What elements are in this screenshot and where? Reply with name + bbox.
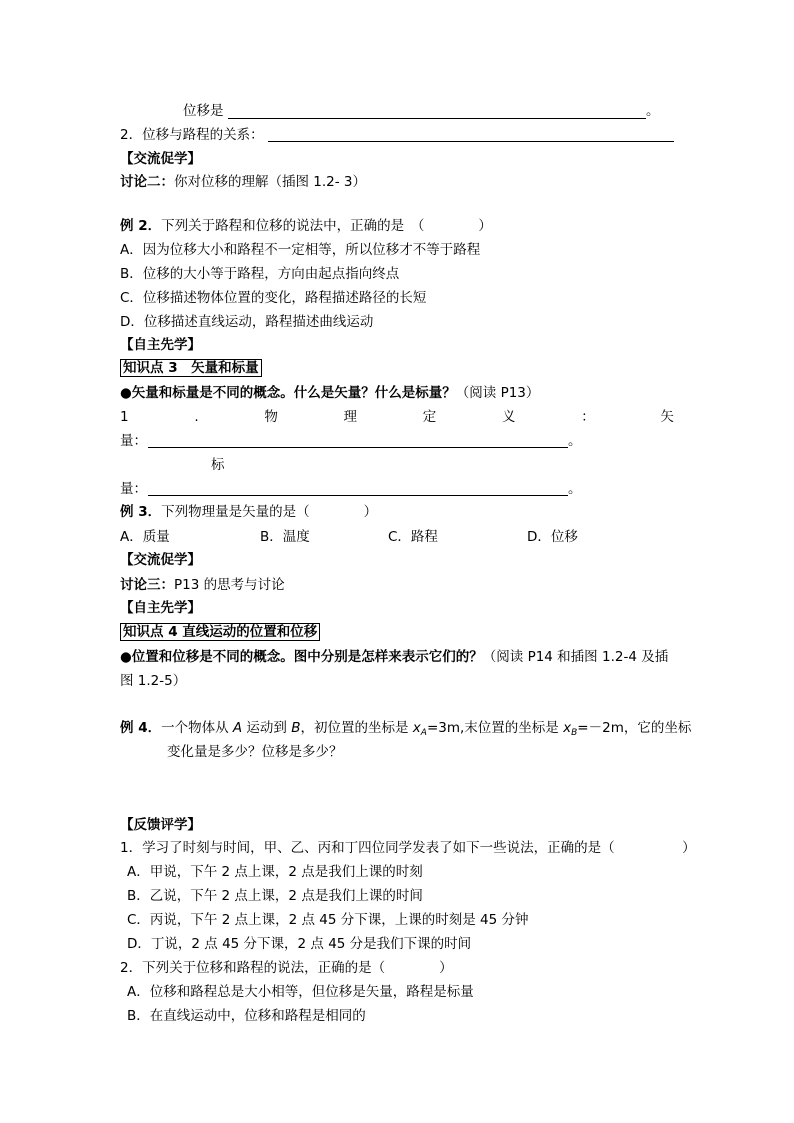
relation-label: 2．位移与路程的关系：	[120, 127, 264, 143]
discussion-two	[120, 172, 366, 192]
relation-answer-blank[interactable]	[268, 141, 674, 142]
feedback-question-2-option-a: A．位移和路程总是大小相等，但位移是矢量，路程是标量	[127, 984, 474, 1000]
feedback-question-1-option-d: D．丁说，2 点 45 分下课，2 点 45 分是我们下课的时间	[127, 936, 472, 952]
question-position-displacement-ref: （阅读 P14 和插图 1.2-4 及插	[482, 649, 669, 665]
section-heading-feedback: 【反馈评学】	[120, 817, 201, 833]
feedback-question-1-option-b: B．乙说，下午 2 点上课，2 点是我们上课的时间	[127, 888, 423, 904]
example-four-text: 一个物体从	[161, 720, 233, 736]
example-two-option-a: A．因为位移大小和路程不一定相等，所以位移才不等于路程	[120, 242, 481, 258]
example-four-label: 例 4．	[120, 720, 162, 736]
displacement-is-label: 位移是	[183, 103, 224, 119]
scalar-definition-blank[interactable]	[148, 495, 568, 496]
discussion-three-label: 讨论三：	[120, 577, 174, 593]
definition-char: .	[194, 409, 199, 425]
example-three-option-b: B．温度	[260, 529, 310, 545]
knowledge-point-4	[120, 622, 320, 642]
example-three-option-a: A．质量	[120, 529, 170, 545]
feedback-question-1: 1．学习了时刻与时间，甲、乙、丙和丁四位同学发表了如下一些说法，正确的是（ ）	[120, 840, 696, 856]
point-a: A	[232, 720, 243, 736]
example-two-option-b: B．位移的大小等于路程，方向由起点指向终点	[120, 266, 400, 282]
knowledge-point-4-title: 知识点 4 直线运动的位置和位移	[120, 623, 320, 641]
coordinate-x: x	[412, 720, 421, 736]
definition-char: 1	[120, 409, 129, 425]
feedback-question-1-option-a: A．甲说，下午 2 点上课，2 点是我们上课的时刻	[127, 864, 423, 880]
example-two-question: 下列关于路程和位移的说法中，正确的是 （ ）	[161, 218, 492, 234]
example-three-option-c: C．路程	[388, 529, 438, 545]
discussion-two-label: 讨论二：	[120, 174, 174, 190]
scalar-definition-period: 。	[568, 481, 582, 497]
question-position-displacement-bold: ●位置和位移是不同的概念。图中分别是怎样来表示它们的？	[120, 649, 483, 665]
scalar-definition-label: 量：	[120, 481, 147, 497]
section-heading-self-study-2: 【自主先学】	[120, 600, 201, 616]
example-four-stem	[120, 718, 691, 743]
example-four-text: 运动到	[242, 720, 292, 736]
question-position-displacement	[120, 647, 668, 667]
section-heading-exchange-2: 【交流促学】	[120, 552, 201, 568]
question-vector-scalar-bold: ●矢量和标量是不同的概念。什么是矢量？什么是标量？	[120, 385, 456, 401]
question-vector-scalar	[120, 383, 539, 403]
example-two-stem	[120, 216, 492, 236]
knowledge-point-3-title: 知识点 3 矢量和标量	[120, 359, 262, 377]
definition-spread-line	[120, 407, 674, 427]
example-three-label: 例 3．	[120, 504, 162, 520]
example-three-stem	[120, 502, 377, 522]
point-b: B	[291, 720, 301, 736]
subscript-a: A	[420, 728, 427, 738]
example-four-text: =3m,末位置的坐标是	[426, 720, 564, 736]
knowledge-point-3	[120, 358, 262, 378]
displacement-answer-blank[interactable]	[228, 118, 646, 119]
feedback-question-1-option-c: C．丙说，下午 2 点上课，2 点 45 分下课，上课的时刻是 45 分钟	[127, 912, 529, 928]
feedback-question-2: 2．下列关于位移和路程的说法，正确的是（ ）	[120, 960, 453, 976]
example-three-option-d: D．位移	[527, 529, 578, 545]
section-heading-self-study: 【自主先学】	[120, 337, 201, 353]
definition-char: ：	[581, 409, 595, 425]
example-three-question: 下列物理量是矢量的是（ ）	[161, 504, 378, 520]
question-vector-scalar-ref: （阅读 P13）	[455, 385, 540, 401]
example-four-text: =－2m，它的坐标	[577, 720, 692, 736]
vector-definition-label: 量：	[120, 433, 147, 449]
definition-char: 理	[343, 409, 358, 425]
sentence-end-period: 。	[646, 103, 660, 119]
example-four-text: ，初位置的坐标是	[300, 720, 413, 736]
example-two-option-d: D．位移描述直线运动，路程描述曲线运动	[120, 314, 374, 330]
example-two-label: 例 2．	[120, 218, 162, 234]
definition-char: 矢	[660, 409, 674, 425]
subscript-b: B	[571, 728, 578, 738]
discussion-three-text: P13 的思考与讨论	[174, 577, 285, 593]
example-two-option-c: C．位移描述物体位置的变化，路程描述路径的长短	[120, 290, 427, 306]
definition-char: 物	[264, 409, 278, 425]
question-position-displacement-line2: 图 1.2-5）	[120, 673, 187, 689]
section-heading-exchange: 【交流促学】	[120, 151, 201, 167]
vector-definition-blank[interactable]	[148, 447, 568, 448]
discussion-two-text: 你对位移的理解（插图 1.2- 3）	[174, 174, 367, 190]
coordinate-x: x	[563, 720, 572, 736]
vector-definition-period: 。	[568, 433, 582, 449]
example-four-line2: 变化量是多少？位移是多少？	[167, 744, 343, 760]
definition-char: 定	[422, 409, 437, 425]
feedback-question-2-option-b: B．在直线运动中，位移和路程是相同的	[127, 1008, 366, 1024]
scalar-char: 标	[211, 457, 225, 473]
definition-char: 义	[501, 409, 516, 425]
discussion-three	[120, 575, 285, 595]
